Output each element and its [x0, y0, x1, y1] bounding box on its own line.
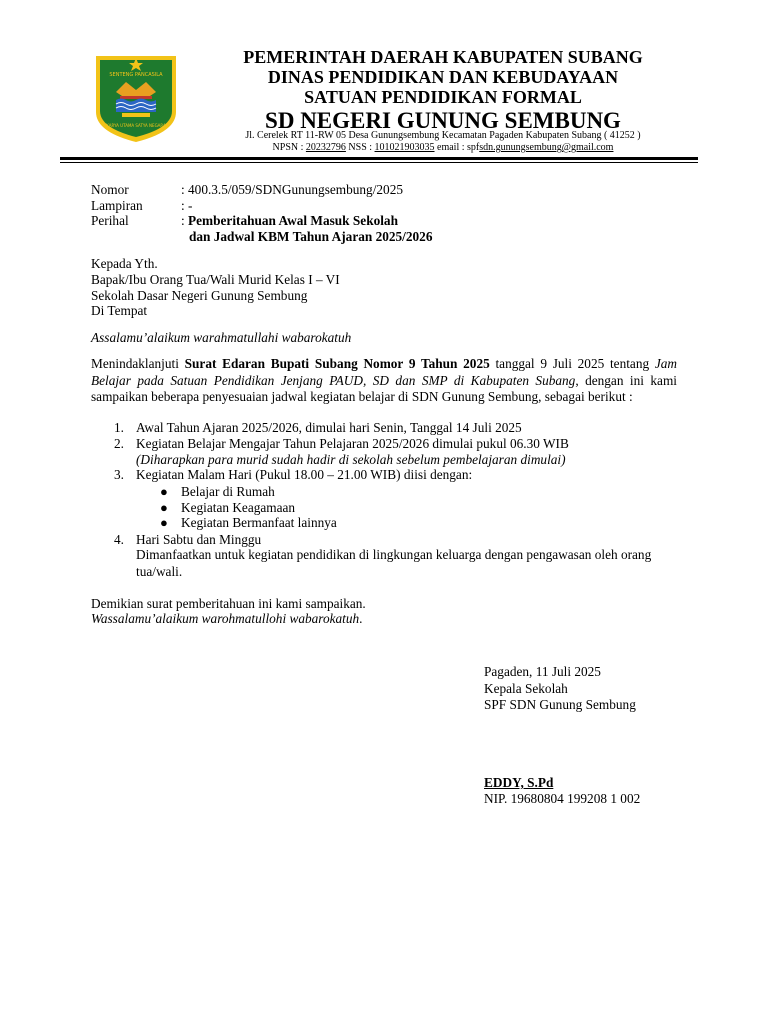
signature-title-2: SPF SDN Gunung Sembung [484, 697, 636, 712]
signature-title-1: Kepala Sekolah [484, 681, 568, 696]
closing-salam: Wassalamu’alaikum warohmatullohi wabarokatuh [91, 611, 360, 626]
bullet-item-1: Belajar di Rumah [181, 484, 275, 499]
recipient-line-4: Di Tempat [91, 303, 148, 318]
school-logo [92, 52, 180, 144]
signatory-nip: NIP. 19680804 199208 1 002 [484, 791, 641, 806]
header-line-3: SATUAN PENDIDIKAN FORMAL [304, 87, 582, 107]
bullet-item-3: Kegiatan Bermanfaat lainnya [181, 515, 337, 530]
greeting: Assalamu’alaikum warahmatullahi wabarokatuh [91, 330, 352, 345]
list-item-4-desc: Dimanfaatkan untuk kegiatan pendidikan di lingkungan keluarga dengan pengawasan oleh orang tua/wali. [136, 547, 652, 579]
closing-line-2 [91, 611, 363, 627]
list-item-2-note: (Diharapkan para murid sudah hadir di sekolah sebelum pembelajaran dimulai) [136, 452, 566, 467]
school-identifiers [190, 143, 696, 153]
list-item-2: Kegiatan Belajar Mengajar Tahun Pelajaran 2025/2026 dimulai pukul 06.30 WIB [136, 436, 569, 451]
signatory-name: EDDY, S.Pd [484, 775, 554, 790]
p1-text-a: Menindaklanjuti [91, 356, 185, 371]
perihal-colon: : [181, 213, 189, 228]
school-name: SD NEGERI GUNUNG SEMBUNG [265, 108, 621, 133]
list-number-1: 1. [114, 420, 124, 435]
perihal-label: Perihal [91, 213, 129, 228]
bullet-icon: ● [160, 515, 168, 530]
nss-label: NSS : [345, 142, 375, 153]
perihal-value [181, 213, 398, 229]
p1-text-c: tanggal 9 Juli 2025 tentang [489, 356, 655, 371]
p1-text-e: , dengan ini kami sampaikan beberapa penyesuaian jadwal kegiatan belajar di SDN Gunung Sembung, sebagai berikut : [91, 372, 677, 404]
p1-topic: Jam Belajar pada Satuan Pendidikan Jenjang PAUD, SD dan SMP di Kabupaten Subang [91, 356, 678, 388]
recipient-line-1: Kepada Yth. [91, 256, 158, 271]
lampiran-label: Lampiran [91, 198, 143, 213]
nomor-label: Nomor [91, 182, 129, 197]
recipient-line-2: Bapak/Ibu Orang Tua/Wali Murid Kelas I – VI [91, 272, 340, 287]
email-link[interactable]: sdn.gunungsembung@gmail.com [479, 142, 614, 153]
email-label: email : spf [434, 142, 480, 153]
svg-text:KARYA UTAMA SATYA NEGARA: KARYA UTAMA SATYA NEGARA [106, 123, 166, 128]
header-line-1: PEMERINTAH DAERAH KABUPATEN SUBANG [243, 47, 643, 67]
bullet-item-2: Kegiatan Keagamaan [181, 500, 296, 515]
closing-line-1: Demikian surat pemberitahuan ini kami sampaikan. [91, 596, 366, 611]
svg-text:SENTENG PANCASILA: SENTENG PANCASILA [109, 72, 163, 78]
header-line-2: DINAS PENDIDIKAN DAN KEBUDAYAAN [267, 67, 619, 87]
perihal-line-2: dan Jadwal KBM Tahun Ajaran 2025/2026 [189, 229, 433, 244]
nomor-value: : 400.3.5/059/SDNGunungsembung/2025 [181, 182, 403, 197]
header-divider-thick [60, 157, 698, 160]
list-number-2: 2. [114, 436, 124, 451]
closing-period: . [359, 611, 363, 626]
list-item-4: Hari Sabtu dan Minggu [136, 532, 262, 547]
signature-place-date: Pagaden, 11 Juli 2025 [484, 664, 601, 679]
npsn-value: 20232796 [305, 142, 346, 153]
lampiran-value: : - [181, 198, 193, 213]
body-paragraph [91, 356, 677, 406]
list-number-4: 4. [114, 532, 124, 547]
recipient-line-3: Sekolah Dasar Negeri Gunung Sembung [91, 288, 308, 303]
list-item-3: Kegiatan Malam Hari (Pukul 18.00 – 21.00 WIB) diisi dengan: [136, 467, 473, 482]
school-address: Jl. Cerelek RT 11-RW 05 Desa Gunungsembung Kecamatan Pagaden Kabupaten Subang ( 41252 ) [245, 130, 641, 141]
nss-value: 101021903035 [374, 142, 435, 153]
bullet-icon: ● [160, 484, 168, 499]
header-divider-thin [60, 162, 698, 163]
p1-reference: Surat Edaran Bupati Subang Nomor 9 Tahun 2025 [184, 356, 490, 371]
list-item-1: Awal Tahun Ajaran 2025/2026, dimulai hari Senin, Tanggal 14 Juli 2025 [136, 420, 522, 435]
list-number-3: 3. [114, 467, 124, 482]
npsn-label: NPSN : [272, 142, 306, 153]
bullet-icon: ● [160, 500, 168, 515]
perihal-line-1: Pemberitahuan Awal Masuk Sekolah [188, 213, 398, 228]
